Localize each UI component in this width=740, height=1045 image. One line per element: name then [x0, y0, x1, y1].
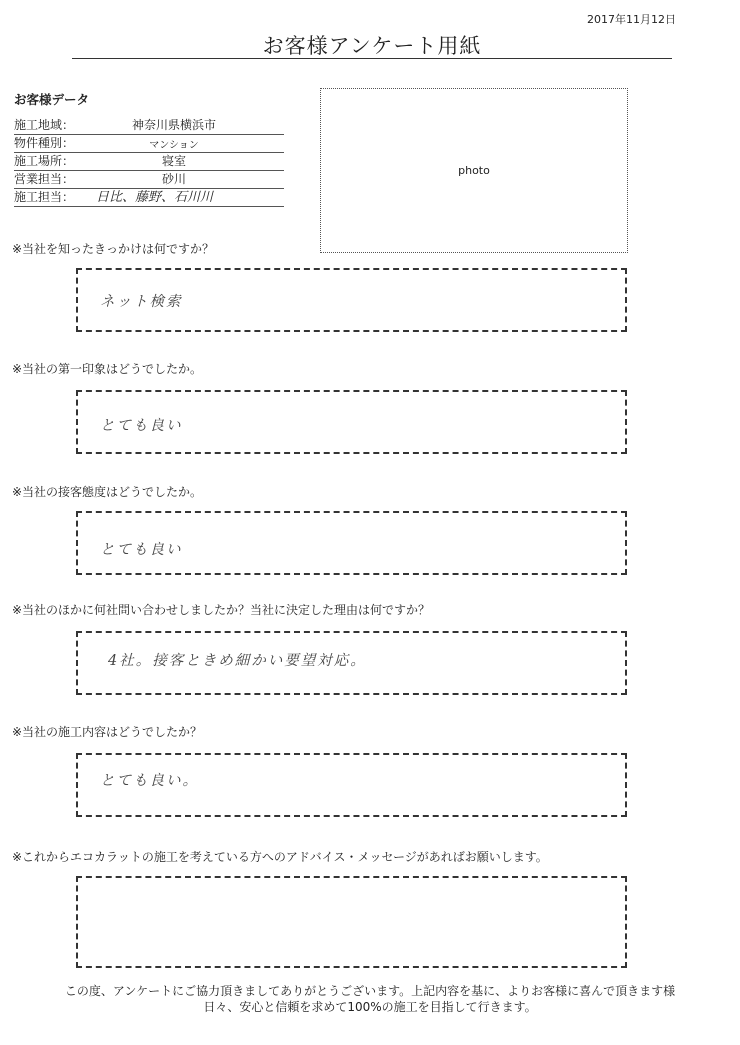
data-key: 施工場所： — [14, 154, 75, 168]
question-6: ※これからエコカラットの施工を考えている方へのアドバイス・メッセージがあればお願いします。 — [12, 850, 548, 864]
page-title: お客様アンケート用紙 — [262, 34, 482, 58]
footer-line-1: この度、アンケートにご協力頂きましてありがとうございます。上記内容を基に、よりお客様に喜んで頂きます様 — [64, 984, 676, 998]
data-value: 砂川 — [161, 172, 186, 186]
answer-2: とても良い — [100, 418, 183, 434]
answer-3: とても良い — [100, 542, 183, 558]
title-underline — [72, 58, 672, 59]
data-key: 営業担当： — [14, 172, 75, 186]
customer-data-table — [14, 117, 284, 207]
data-value-handwritten: 日比、藤野、石川川 — [96, 190, 214, 205]
question-4: ※当社のほかに何社問い合わせしましたか？当社に決定した理由は何ですか？ — [12, 603, 431, 617]
data-key: 物件種別： — [14, 136, 75, 150]
footer-line-2: 日々、安心と信頼を求めて100%の施工を目指して行きます。 — [203, 1000, 537, 1014]
photo-label: photo — [458, 164, 490, 177]
data-row-property-type — [14, 135, 284, 153]
data-row-location — [14, 153, 284, 171]
data-key: 施工地域： — [14, 118, 75, 132]
answer-1: ネット検索 — [100, 294, 183, 310]
answer-4: 4社。接客ときめ細かい要望対応。 — [108, 653, 367, 669]
photo-placeholder — [320, 88, 628, 253]
question-2: ※当社の第一印象はどうでしたか。 — [12, 362, 203, 376]
question-1: ※当社を知ったきっかけは何ですか？ — [12, 242, 215, 256]
answer-box-4 — [76, 631, 627, 695]
footer-message — [0, 983, 740, 1015]
data-row-installer — [14, 189, 284, 207]
answer-box-1 — [76, 268, 627, 332]
question-5: ※当社の施工内容はどうでしたか？ — [12, 725, 203, 739]
question-3: ※当社の接客態度はどうでしたか。 — [12, 485, 203, 499]
answer-5: とても良い。 — [100, 773, 199, 789]
answer-box-2 — [76, 390, 627, 454]
data-key: 施工担当： — [14, 190, 75, 204]
survey-date: 2017年11月12日 — [587, 13, 676, 26]
data-value: 神奈川県横浜市 — [131, 118, 216, 132]
answer-box-6 — [76, 876, 627, 968]
answer-box-3 — [76, 511, 627, 575]
answer-box-5 — [76, 753, 627, 817]
data-row-area — [14, 117, 284, 135]
data-value: 寝室 — [161, 154, 186, 168]
customer-data-heading: お客様データ — [14, 92, 90, 107]
data-value: マンション — [149, 140, 199, 151]
